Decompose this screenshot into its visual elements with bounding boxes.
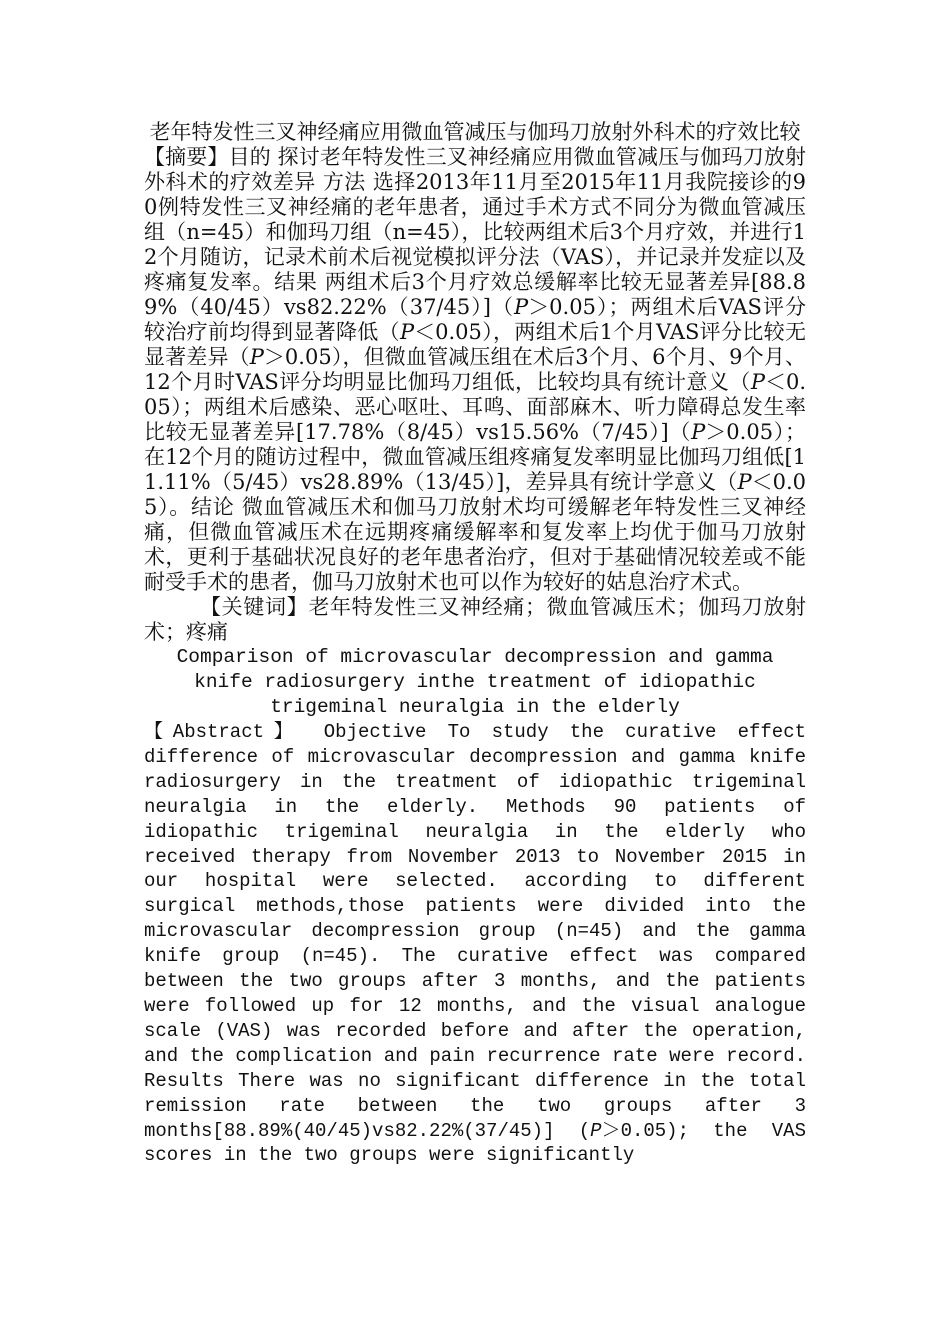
p-symbol: P: [737, 470, 752, 494]
chinese-keywords: [144, 595, 806, 645]
abstract-text: ＜0.05）；两组术后感染、恶心呕吐、耳鸣、面部麻木、听力障碍总发生率比较无显著差异[17.78%（8/45）vs15.56%（7/45）]（: [144, 370, 806, 444]
abstract-text: ＜0.05）。结论 微血管减压术和伽马刀放射术均可缓解老年特发性三叉神经痛，但微血管减压术在远期疼痛缓解率和复发率上均优于伽马刀放射术，更利于基础状况良好的老年患者治疗，但对于基础情况较差或不能耐受手术的患者，伽马刀放射术也可以作为较好的姑息治疗术式。: [144, 470, 806, 594]
p-symbol: P: [750, 370, 765, 394]
english-abstract: [144, 720, 806, 1168]
abstract-text: ＜0.05），两组术后1个月VAS评分比较无显著差异（: [144, 320, 806, 369]
p-symbol: P: [514, 295, 529, 319]
keywords-text: 老年特发性三叉神经痛；微血管减压术；伽玛刀放射术；疼痛: [144, 595, 807, 644]
p-symbol: P: [399, 320, 415, 344]
keywords-label: 【关键词】: [200, 595, 309, 619]
abstract-text: ＞0.05); the VAS scores in the two groups were significantly: [144, 1119, 806, 1167]
p-symbol: P: [590, 1119, 602, 1142]
p-symbol: P: [249, 345, 264, 369]
abstract-label: 【Abstract】: [144, 721, 303, 743]
english-title: Comparison of microvascular decompression and gamma knife radiosurgery inthe treatment of idiopathic trigeminal neuralgia in the elderly: [176, 646, 774, 718]
abstract-label: 【摘要】: [144, 145, 229, 169]
chinese-abstract: [144, 145, 806, 595]
abstract-text: ＞0.05），但微血管减压组在术后3个月、6个月、9个月、12个月时VAS评分均明显比伽玛刀组低，比较均具有统计意义（: [144, 345, 806, 394]
chinese-title: 老年特发性三叉神经痛应用微血管减压与伽玛刀放射外科术的疗效比较: [149, 120, 801, 144]
abstract-text: Objective To study the curative effect difference of microvascular decompression and gamma knife radiosurgery in the treatment of idiopathic trigeminal neuralgia in the elderly. Methods 90 patients of idiopathic trigeminal neuralgia in the elderly who received therapy from November 2013 to November 2015 in our hospital were selected. according to different surgical methods,those patients were divided into the microvascular decompression group (n=45) and the gamma knife group (n=45). The curative effect was compared between the two groups after 3 months, and the patients were followed up for 12 months, and the visual analogue scale (VAS) was recorded before and after the operation, and the complication and pain recurrence rate were record. Results There was no significant difference in the total remission rate between the two groups after 3 months[88.89%(40/45)vs82.22%(37/45)] (: [144, 721, 806, 1142]
abstract-text: ＞0.05）；在12个月的随访过程中，微血管减压组疼痛复发率明显比伽玛刀组低[11.11%（5/45）vs28.89%（13/45）]，差异具有统计学意义（: [144, 420, 806, 494]
p-symbol: P: [691, 420, 706, 444]
abstract-text: 目的 探讨老年特发性三叉神经痛应用微血管减压与伽玛刀放射外科术的疗效差异 方法 选择2013年11月至2015年11月我院接诊的90例特发性三叉神经痛的老年患者，通过手术方式不同分为微血管减压组（n=45）和伽玛刀组（n=45），比较两组术后3个月疗效，并进行12个月随访，记录术前术后视觉模拟评分法（VAS），并记录并发症以及疼痛复发率。结果 两组术后3个月疗效总缓解率比较无显著差异[88.89%（40/45）vs82.22%（37/45）]（: [144, 145, 806, 319]
abstract-text: ＞0.05）；两组术后VAS评分较治疗前均得到显著降低（: [144, 295, 806, 344]
document-page: [144, 120, 806, 1168]
